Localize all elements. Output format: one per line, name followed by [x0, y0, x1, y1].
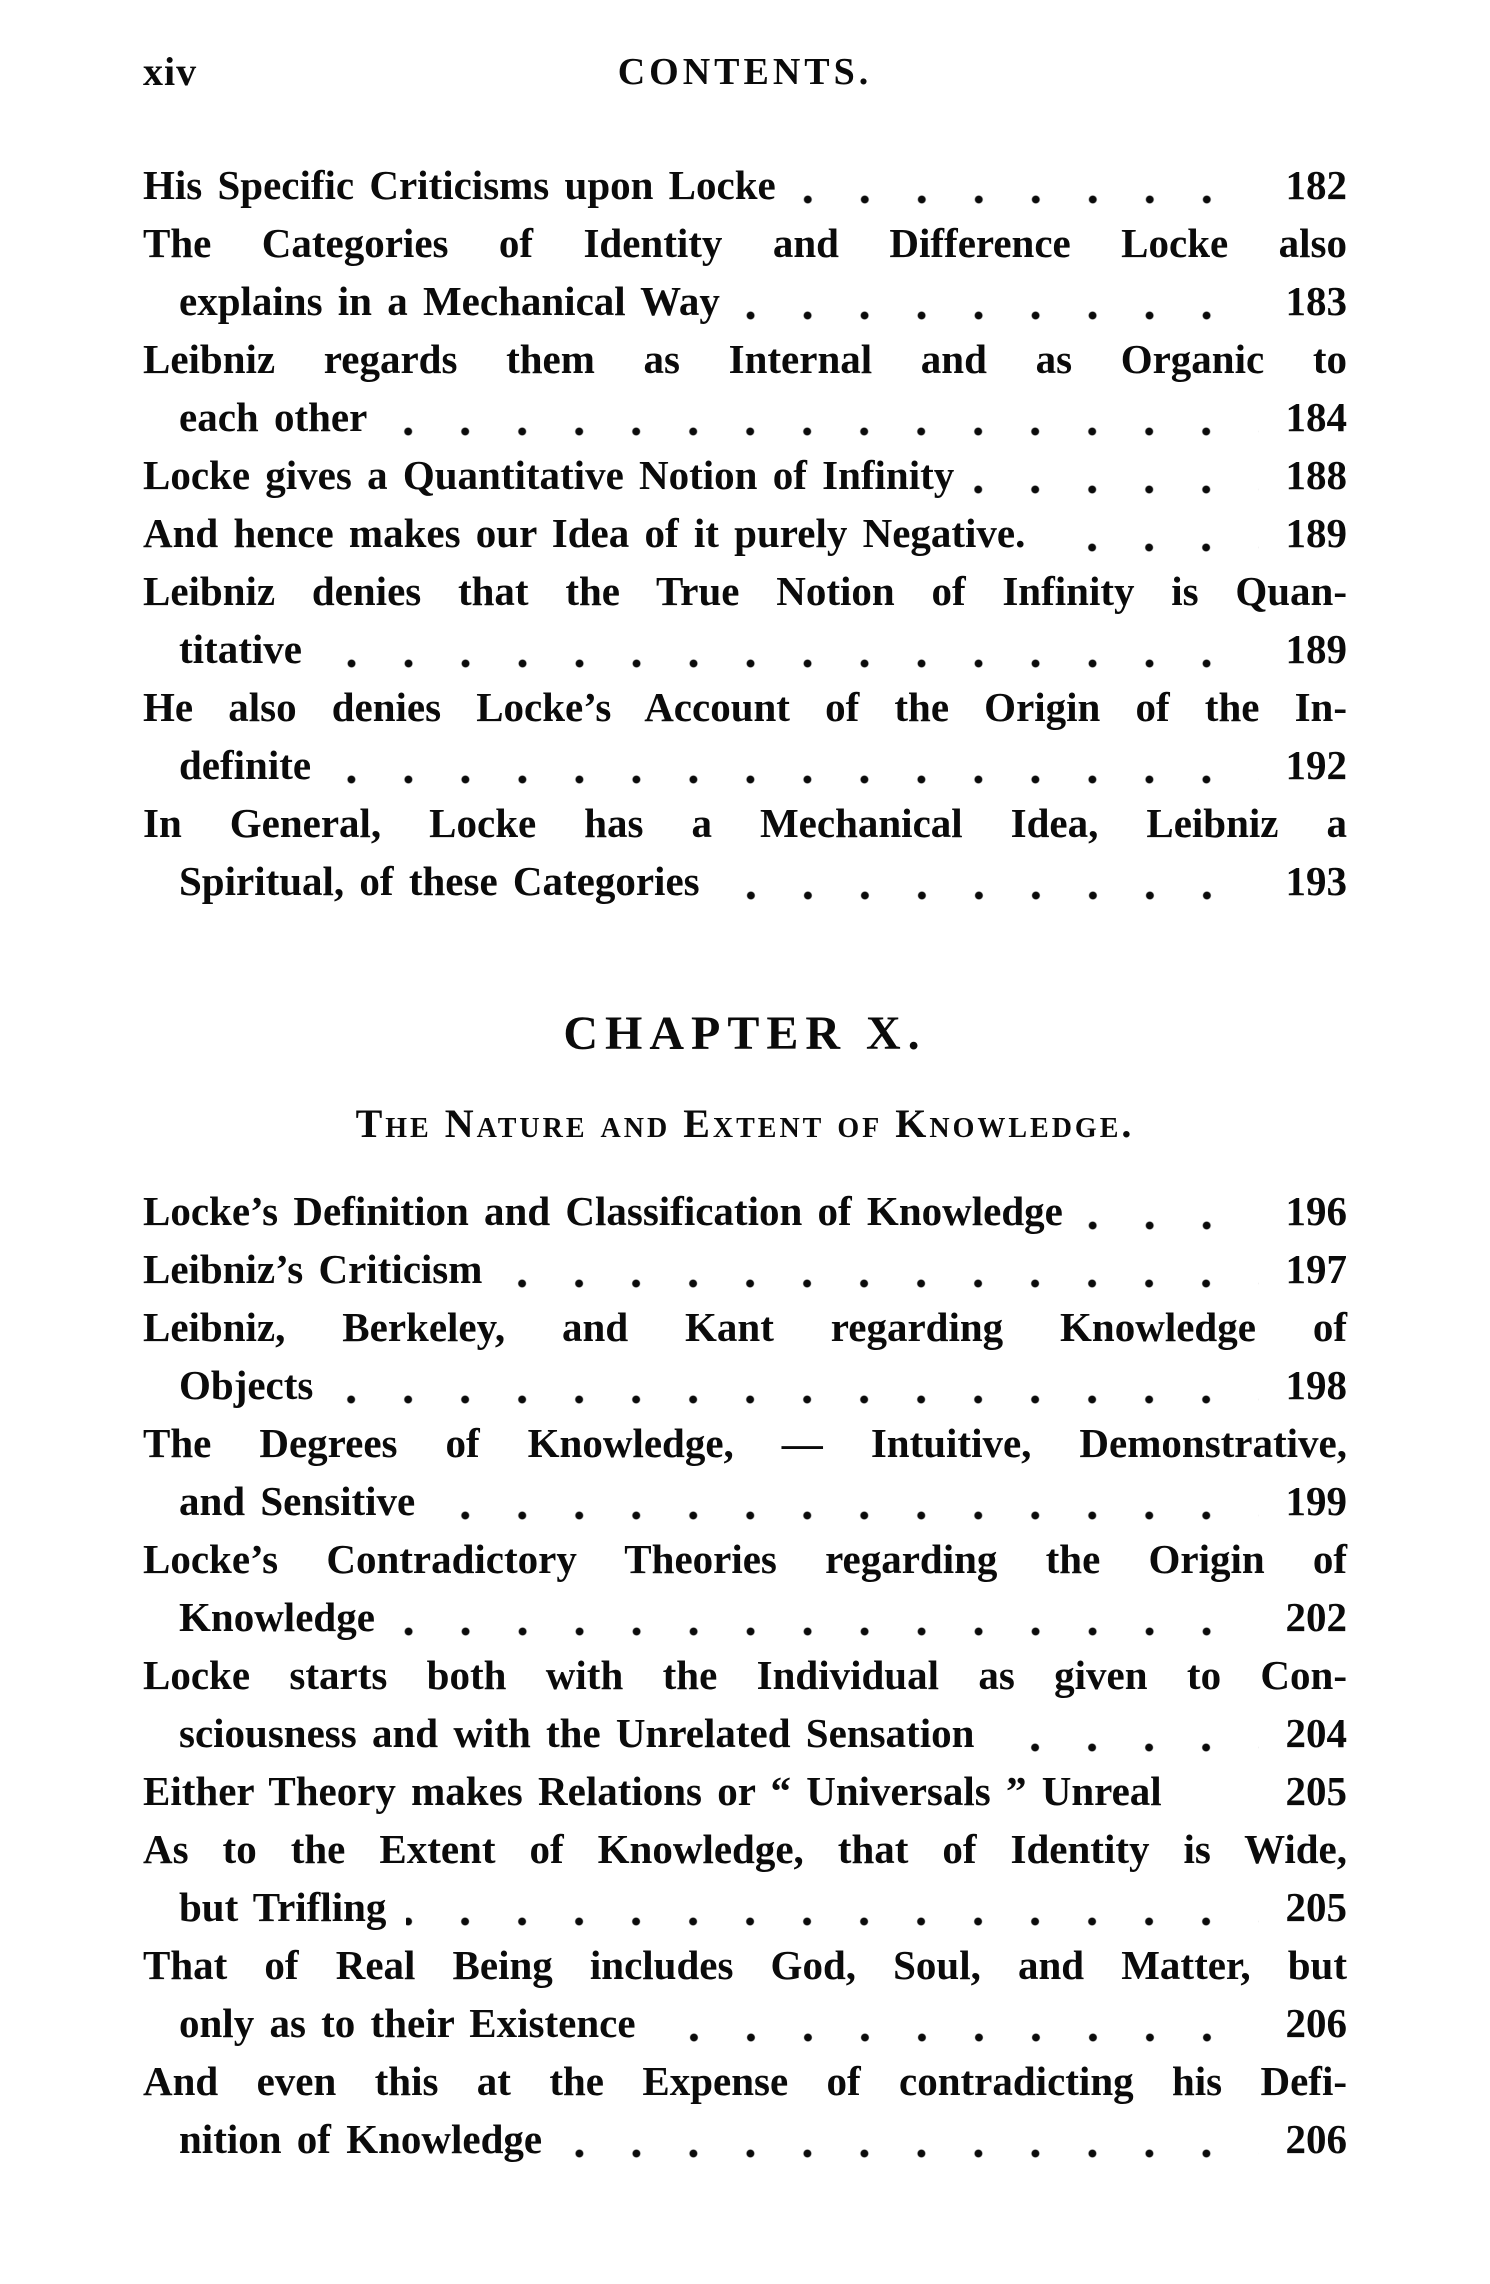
- toc-entry-line: [143, 1704, 1347, 1762]
- dot-leader: [720, 891, 1259, 900]
- toc-entry-line: [143, 1530, 1347, 1588]
- page-number: 202: [1285, 1594, 1347, 1640]
- page-number: 189: [1285, 626, 1347, 672]
- toc-entry-line: [143, 272, 1347, 330]
- toc-entry-text: titative: [179, 626, 302, 672]
- toc-entry-text: Locke’s Definition and Classification of Knowledge: [143, 1188, 1063, 1234]
- toc-entry-line: [143, 388, 1347, 446]
- dot-leader: [1045, 543, 1259, 552]
- toc-entry-line: [143, 156, 1347, 214]
- toc-entry-line: [143, 1298, 1347, 1356]
- toc-entry-text: nition of Knowledge: [179, 2116, 543, 2162]
- page-number: 204: [1285, 1710, 1347, 1756]
- toc-entry-line: [143, 1820, 1347, 1878]
- page-number: 192: [1285, 742, 1347, 788]
- toc-entry-text: His Specific Criticisms upon Locke: [143, 162, 776, 208]
- toc-entry-line: [143, 330, 1347, 388]
- toc-entry-text: definite: [179, 742, 312, 788]
- toc-entry-text: The Degrees of Knowledge, — Intuitive, Demonstrative,: [143, 1420, 1347, 1466]
- dot-leader: [502, 1279, 1259, 1288]
- toc-entry-text: And hence makes our Idea of it purely Negative.: [143, 510, 1026, 556]
- toc-entry-line: [143, 1646, 1347, 1704]
- dot-leader: [740, 311, 1259, 320]
- toc-entry-text: only as to their Existence: [179, 2000, 636, 2046]
- toc-entry-line: [143, 2052, 1347, 2110]
- toc-section-chapter-ix-end: [143, 156, 1347, 910]
- dot-leader: [435, 1511, 1259, 1520]
- toc-entry-text: As to the Extent of Knowledge, that of Identity is Wide,: [143, 1826, 1347, 1872]
- folio-page-number: xiv: [143, 49, 198, 94]
- page-number: 205: [1285, 1768, 1347, 1814]
- toc-entry-line: [143, 562, 1347, 620]
- toc-entry-line: [143, 678, 1347, 736]
- dot-leader: [656, 2033, 1259, 2042]
- dot-leader: [1083, 1221, 1259, 1230]
- toc-entry-text: Spiritual, of these Categories: [179, 858, 700, 904]
- toc-entry-line: [143, 852, 1347, 910]
- toc-entry-text: each other: [179, 394, 368, 440]
- toc-entry-line: [143, 1994, 1347, 2052]
- dot-leader: [322, 659, 1259, 668]
- page-number: 189: [1285, 510, 1347, 556]
- toc-entry-line: [143, 736, 1347, 794]
- page-number: 188: [1285, 452, 1347, 498]
- toc-entry-text: Leibniz regards them as Internal and as Organic to: [143, 336, 1347, 382]
- toc-entry-line: [143, 1878, 1347, 1936]
- page-number: 206: [1285, 2116, 1347, 2162]
- toc-entry-line: [143, 2110, 1347, 2168]
- toc-entry-text: but Trifling: [179, 1884, 387, 1930]
- toc-entry-text: Leibniz’s Criticism: [143, 1246, 483, 1292]
- toc-entry-text: That of Real Being includes God, Soul, and Matter, but: [143, 1942, 1347, 1988]
- toc-entry-line: [143, 1182, 1347, 1240]
- page-number: 184: [1285, 394, 1347, 440]
- page-number: 206: [1285, 2000, 1347, 2046]
- toc-entry-text: And even this at the Expense of contradicting his Defi-: [143, 2058, 1347, 2104]
- page-number: 183: [1285, 278, 1347, 324]
- toc-entry-line: [143, 504, 1347, 562]
- dot-leader: [994, 1743, 1259, 1752]
- toc-entry-text: Locke gives a Quantitative Notion of Infinity: [143, 452, 955, 498]
- toc-entry-text: sciousness and with the Unrelated Sensation: [179, 1710, 975, 1756]
- page-number: 182: [1285, 162, 1347, 208]
- running-head: CONTENTS.: [617, 51, 873, 93]
- page-number: 205: [1285, 1884, 1347, 1930]
- dot-leader: [796, 195, 1259, 204]
- toc-entry-line: [143, 1588, 1347, 1646]
- toc-entry-text: Leibniz, Berkeley, and Kant regarding Knowledge of: [143, 1304, 1347, 1350]
- toc-entry-text: Locke starts both with the Individual as given to Con-: [143, 1652, 1347, 1698]
- page-header: [143, 48, 1347, 96]
- toc-entry-line: [143, 1762, 1347, 1820]
- toc-entry-text: Knowledge: [179, 1594, 375, 1640]
- toc-entry-line: [143, 214, 1347, 272]
- toc-entry-line: [143, 620, 1347, 678]
- toc-entry-text: Objects: [179, 1362, 314, 1408]
- dot-leader: [387, 427, 1259, 436]
- toc-entry-text: explains in a Mechanical Way: [179, 278, 720, 324]
- page-number: 193: [1285, 858, 1347, 904]
- chapter-heading: CHAPTER X.: [563, 1007, 927, 1060]
- toc-entry-text: Locke’s Contradictory Theories regarding the Origin of: [143, 1536, 1347, 1582]
- toc-entry-line: [143, 1936, 1347, 1994]
- chapter-subheading: The Nature and Extent of Knowledge.: [355, 1101, 1135, 1146]
- toc-entry-line: [143, 1240, 1347, 1298]
- dot-leader: [974, 485, 1259, 494]
- toc-entry-line: [143, 1356, 1347, 1414]
- dot-leader: [1182, 1801, 1259, 1810]
- toc-section-chapter-x: [143, 1182, 1347, 2168]
- dot-leader: [395, 1627, 1259, 1636]
- toc-entry-line: [143, 446, 1347, 504]
- toc-entry-line: [143, 794, 1347, 852]
- toc-entry-text: In General, Locke has a Mechanical Idea, Leibniz a: [143, 800, 1347, 846]
- dot-leader: [406, 1917, 1259, 1926]
- toc-entry-line: [143, 1472, 1347, 1530]
- toc-entry-text: Leibniz denies that the True Notion of Infinity is Quan-: [143, 568, 1347, 614]
- toc-entry-text: Either Theory makes Relations or “ Universals ” Unreal: [143, 1768, 1162, 1814]
- toc-entry-text: The Categories of Identity and Difference Locke also: [143, 220, 1347, 266]
- dot-leader: [562, 2149, 1259, 2158]
- page-number: 199: [1285, 1478, 1347, 1524]
- page-number: 197: [1285, 1246, 1347, 1292]
- toc-entry-text: He also denies Locke’s Account of the Origin of the In-: [143, 684, 1347, 730]
- dot-leader: [331, 775, 1259, 784]
- page-number: 198: [1285, 1362, 1347, 1408]
- toc-entry-line: [143, 1414, 1347, 1472]
- toc-entry-text: and Sensitive: [179, 1478, 416, 1524]
- page-number: 196: [1285, 1188, 1347, 1234]
- dot-leader: [333, 1395, 1259, 1404]
